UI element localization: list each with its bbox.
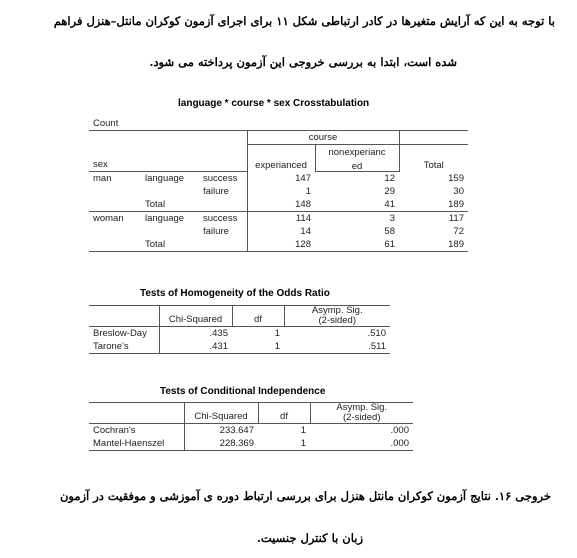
exp-cell: 114 xyxy=(247,212,315,226)
df-cell: 1 xyxy=(232,340,284,354)
chi-cell: .435 xyxy=(159,327,232,341)
table-row xyxy=(89,437,413,451)
total-cell: 189 xyxy=(399,238,468,252)
table-row xyxy=(89,212,468,226)
h-sig-2: (2-sided) xyxy=(284,316,390,327)
table-row xyxy=(89,172,468,186)
total-cell: 72 xyxy=(453,226,464,237)
col-nonexperienced-2: ed xyxy=(315,158,399,172)
nonexp-cell: 58 xyxy=(384,226,395,237)
chi-cell: .431 xyxy=(159,340,232,354)
nonexp-cell: 29 xyxy=(384,186,395,197)
exp-cell: 14 xyxy=(247,225,315,238)
var-cell: Total xyxy=(141,238,247,252)
total-cell: 30 xyxy=(453,186,464,197)
crosstab-title: language * course * sex Crosstabulation xyxy=(178,98,370,109)
homogeneity-title: Tests of Homogeneity of the Odds Ratio xyxy=(140,288,330,299)
independence-table xyxy=(89,402,413,451)
table-row xyxy=(89,327,390,341)
col-nonexperienced-1: nonexperianc xyxy=(315,145,399,159)
total-cell: 117 xyxy=(448,213,464,224)
var-cell xyxy=(141,185,199,198)
i-sig-1: Asymp. Sig. xyxy=(310,403,413,414)
h-sig-1: Asymp. Sig. xyxy=(284,306,390,317)
table-row xyxy=(89,225,468,238)
nonexp-cell: 61 xyxy=(315,238,399,252)
row-label: Mantel-Haenszel xyxy=(89,437,184,451)
total-cell: 159 xyxy=(448,173,464,184)
chi-cell: 233.647 xyxy=(184,424,258,438)
count-label: Count xyxy=(93,118,119,129)
table-row xyxy=(89,424,413,438)
course-header: course xyxy=(247,131,399,145)
caption-line-1: خروجی ۱۶. نتایج آزمون کوکران مانتل هنزل برای بررسی ارتباط دوره ی آموزشی و موفقیت در آزمون xyxy=(59,489,551,503)
cat-cell: failure xyxy=(203,226,229,237)
exp-cell: 128 xyxy=(247,238,315,252)
row-header-sex: sex xyxy=(89,158,247,172)
i-df: df xyxy=(258,403,310,424)
intro-line-2: شده است، ابتدا به بررسی خروجی این آزمون پرداخته می شود. xyxy=(149,55,457,69)
var-cell: language xyxy=(145,213,185,224)
table-row xyxy=(89,238,468,252)
df-cell: 1 xyxy=(300,425,306,436)
total-cell: 189 xyxy=(399,198,468,212)
cat-cell: failure xyxy=(203,186,229,197)
i-sig-2: (2-sided) xyxy=(310,413,413,424)
crosstab-table xyxy=(89,117,468,252)
chi-cell: 228.369 xyxy=(184,437,258,451)
cat-cell: success xyxy=(203,173,238,184)
i-chi: Chi-Squared xyxy=(184,403,258,424)
col-total: Total xyxy=(399,145,468,172)
nonexp-cell: 41 xyxy=(315,198,399,212)
homogeneity-table xyxy=(89,305,390,354)
sig-cell: .000 xyxy=(390,425,409,436)
sig-cell: .510 xyxy=(367,328,386,339)
sig-cell: .000 xyxy=(310,437,413,451)
row-label: Breslow-Day xyxy=(93,328,147,339)
sex-man: man xyxy=(89,172,141,212)
sig-cell: .511 xyxy=(284,340,390,354)
df-cell: 1 xyxy=(258,437,310,451)
table-row xyxy=(89,198,468,212)
var-cell xyxy=(141,225,199,238)
exp-cell: 147 xyxy=(247,172,315,186)
table-row xyxy=(89,185,468,198)
row-label: Cochran's xyxy=(93,425,136,436)
table-row xyxy=(89,340,390,354)
exp-cell: 1 xyxy=(247,185,315,198)
nonexp-cell: 3 xyxy=(389,213,395,224)
h-chi: Chi-Squared xyxy=(159,306,232,327)
nonexp-cell: 12 xyxy=(384,173,395,184)
independence-title: Tests of Conditional Independence xyxy=(160,386,326,397)
caption-line-2: زبان با کنترل جنسیت. xyxy=(256,531,363,545)
var-cell: language xyxy=(145,173,185,184)
df-cell: 1 xyxy=(274,328,280,339)
var-cell: Total xyxy=(141,198,247,212)
cat-cell: success xyxy=(203,213,238,224)
intro-line-1: با توجه به این که آرایش متغیرها در کادر ارتباطی شکل ۱۱ برای اجرای آزمون کوکران مانتل–هنزل فراهم xyxy=(53,14,555,28)
exp-cell: 148 xyxy=(247,198,315,212)
row-label: Tarone's xyxy=(89,340,159,354)
sex-woman: woman xyxy=(89,212,141,252)
h-df: df xyxy=(232,306,284,327)
col-experienced: experianced xyxy=(247,145,315,172)
